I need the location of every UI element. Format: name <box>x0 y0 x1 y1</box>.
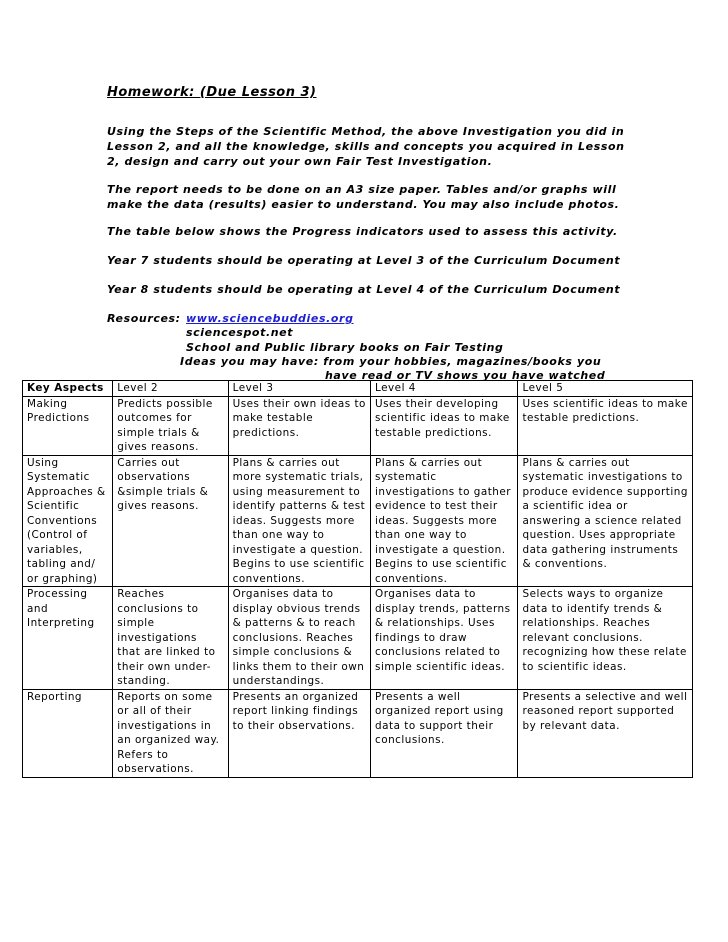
table-header-row <box>23 381 693 397</box>
level-4-cell: Uses their developing scientific ideas to make testable predictions. <box>371 396 518 455</box>
level-3-cell: Plans & carries out more systematic trials, using measurement to identify patterns & test ideas. Suggests more than one way to investigate a question. Begins to use scientific conventions. <box>228 455 370 587</box>
level-3-cell: Organises data to display obvious trends & patterns & to reach conclusions. Reaches simple conclusions & links them to their own understandings. <box>228 587 370 690</box>
aspect-cell: Using Systematic Approaches & Scientific Conventions (Control of variables, tabling and/ or graphing) <box>23 455 113 587</box>
resource-library-books: School and Public library books on Fair Testing <box>186 341 504 354</box>
header-level-5: Level 5 <box>518 381 693 397</box>
paragraph-report-format: The report needs to be done on an A3 size paper. Tables and/or graphs will make the data (results) easier to understand. You may also include photos. <box>107 183 620 211</box>
level-5-cell: Plans & carries out systematic investigations to produce evidence supporting a scientific idea or answering a science related question. Uses appropriate data gathering instruments & conventions. <box>518 455 693 587</box>
table-row <box>23 689 693 777</box>
level-5-cell: Presents a selective and well reasoned report supported by relevant data. <box>518 689 693 777</box>
level-3-cell: Presents an organized report linking findings to their observations. <box>228 689 370 777</box>
level-2-cell: Carries out observations &simple trials & gives reasons. <box>113 455 228 587</box>
level-4-cell: Presents a well organized report using data to support their conclusions. <box>371 689 518 777</box>
header-level-3: Level 3 <box>228 381 370 397</box>
aspect-cell: Processing and Interpreting <box>23 587 113 690</box>
table-row <box>23 455 693 587</box>
table-row <box>23 587 693 690</box>
level-2-cell: Predicts possible outcomes for simple trials & gives reasons. <box>113 396 228 455</box>
level-5-cell: Uses scientific ideas to make testable predictions. <box>518 396 693 455</box>
resource-sciencespot: sciencespot.net <box>186 326 294 339</box>
level-3-cell: Uses their own ideas to make testable predictions. <box>228 396 370 455</box>
aspect-cell: Reporting <box>23 689 113 777</box>
resource-ideas-line2: have read or TV shows you have watched <box>325 369 606 382</box>
paragraph-instructions: Using the Steps of the Scientific Method, the above Investigation you did in Lesson 2, and all the knowledge, skills and concepts you acquired in Lesson 2, design and carry out your own Fair Test Investigation. <box>107 125 625 168</box>
level-2-cell: Reports on some or all of their investigations in an organized way. Refers to observations. <box>113 689 228 777</box>
level-4-cell: Plans & carries out systematic investigations to gather evidence to test their ideas. Suggests more than one way to investigate a question. Begins to use scientific conventions. <box>371 455 518 587</box>
paragraph-progress-indicators: The table below shows the Progress indicators used to assess this activity. <box>107 225 618 238</box>
paragraph-year-7: Year 7 students should be operating at Level 3 of the Curriculum Document <box>107 254 621 267</box>
level-4-cell: Organises data to display trends, patterns & relationships. Uses findings to draw conclusions related to simple scientific ideas. <box>371 587 518 690</box>
resources-label: Resources: <box>107 312 181 325</box>
table-row <box>23 396 693 455</box>
homework-title: Homework: (Due Lesson 3) <box>107 85 317 100</box>
level-2-cell: Reaches conclusions to simple investigations that are linked to their own under-standing. <box>113 587 228 690</box>
header-level-2: Level 2 <box>113 381 228 397</box>
progress-indicators-table <box>22 380 693 778</box>
header-level-4: Level 4 <box>371 381 518 397</box>
resource-link-sciencebuddies[interactable]: www.sciencebuddies.org <box>186 312 354 325</box>
resource-ideas-line1: Ideas you may have: from your hobbies, magazines/books you <box>180 355 602 368</box>
paragraph-year-8: Year 8 students should be operating at Level 4 of the Curriculum Document <box>107 283 621 296</box>
aspect-cell: Making Predictions <box>23 396 113 455</box>
header-key-aspects: Key Aspects <box>23 381 113 397</box>
level-5-cell: Selects ways to organize data to identify trends & relationships. Reaches relevant conclusions. recognizing how these relate to scientific ideas. <box>518 587 693 690</box>
